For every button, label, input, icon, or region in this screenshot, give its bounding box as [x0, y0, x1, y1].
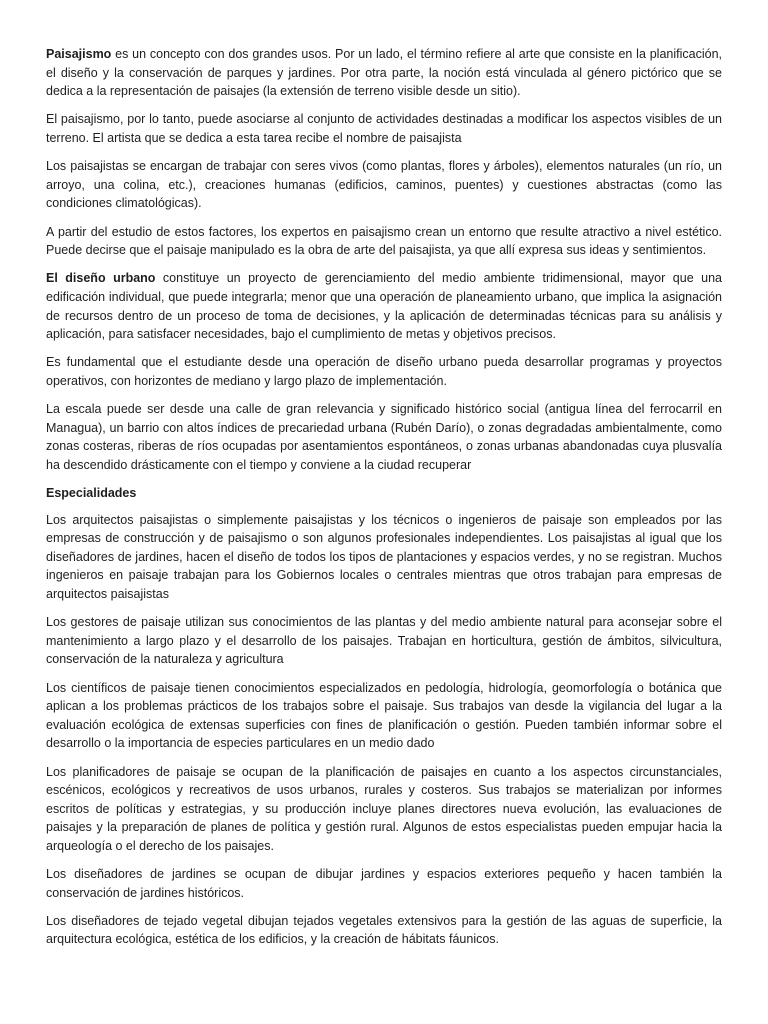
- paragraph-tejado-vegetal: Los diseñadores de tejado vegetal dibujan tejados vegetales extensivos para la gestión de las aguas de superficie, la arquitectura ecológica, estética de los edificios, y la creación de hábitats fáunicos.: [46, 913, 722, 947]
- term-paisajismo: Paisajismo: [46, 47, 112, 61]
- paragraph-paisajismo-actividades: El paisajismo, por lo tanto, puede asociarse al conjunto de actividades destinadas a modificar los aspectos visibles de un terreno. El artista que se dedica a esta tarea recibe el nombre de paisajista: [46, 112, 722, 145]
- paragraph-escala: La escala puede ser desde una calle de gran relevancia y significado histórico social (antigua línea del ferrocarril en Managua), un barrio con altos índices de precariedad urbana (Rubén Darío), o zonas degradadas ambientalmente, como zonas costeras, riberas de ríos ocupadas por asentamientos espontáneos, o zonas urbanas abandonadas cuya plusvalía ha descendido drásticamente con el tiempo y conviene a la ciudad recuperar: [46, 402, 722, 472]
- paragraph-estudiante: Es fundamental que el estudiante desde una operación de diseño urbano pueda desarrollar programas y proyectos operativos, con horizontes de mediano y largo plazo de implementación.: [46, 355, 722, 388]
- paragraph-gestores-paisaje: Los gestores de paisaje utilizan sus conocimientos de las plantas y del medio ambiente natural para aconsejar sobre el mantenimiento a largo plazo y el desarrollo de los paisajes. Trabajan en horticultura, gestión de ámbitos, silvicultura, conservación de la naturaleza y agricultura: [46, 615, 722, 667]
- paragraph-arquitectos-paisajistas: Los arquitectos paisajistas o simplemente paisajistas y los técnicos o ingenieros de paisaje son empleados por las empresas de construcción y de paisajismo o son algunos profesionales independientes. Los paisajistas al igual que los diseñadores de jardines, hacen el diseño de todos los tipos de plantaciones y espacios verdes, y no se registran. Muchos ingenieros en paisaje trabajan para los Gobiernos locales o centrales mientras que otros trabajan para empresas de arquitectos paisajistas: [46, 512, 722, 601]
- paragraph-paisajismo: [46, 45, 722, 101]
- paragraph-diseno-urbano: [46, 269, 722, 343]
- paragraph-text: es un concepto con dos grandes usos. Por un lado, el término refiere al arte que consiste en la planificación, el diseño y la conservación de parques y jardines. Por otra parte, la noción está vinculada al género pictórico que se dedica a la representación de paisajes (la extensión de terreno visible desde un sitio).: [46, 47, 722, 99]
- paragraph-cientificos-paisaje: Los científicos de paisaje tienen conocimientos especializados en pedología, hidrología, geomorfología o botánica que aplican a los problemas prácticos de los trabajos sobre el paisaje. Sus trabajos van desde la vigilancia del lugar a la evaluación ecológica de extensas superficies con fines de planificación o gestión. Pueden también informar sobre el desarrollo o la importancia de especies particulares en un medio dado: [46, 680, 722, 751]
- term-diseno-urbano: El diseño urbano: [46, 271, 156, 286]
- paragraph-paisajistas-trabajo: Los paisajistas se encargan de trabajar con seres vivos (como plantas, flores y árboles), elementos naturales (un río, un arroyo, una colina, etc.), creaciones humanas (edificios, caminos, puentes) y cuestiones abstractas (como las condiciones climatológicas).: [46, 159, 722, 211]
- paragraph-planificadores-paisaje: Los planificadores de paisaje se ocupan de la planificación de paisajes en cuanto a los aspectos circunstanciales, escénicos, ecológicos y recreativos de usos urbanos, rurales y costeros. Sus trabajos se materializan por informes escritos de políticas y estrategias, y su producción incluye planes directores nueva evolución, las evaluaciones de paisajes y la preparación de planes de política y gestión rural. Algunos de estos especialistas pueden empujar hacia la arqueología o el derecho de los paisajes.: [46, 764, 722, 853]
- paragraph-text: constituye un proyecto de gerenciamiento del medio ambiente tridimensional, mayor que una edificación individual, que puede integrarla; menor que una operación de planeamiento urbano, que implica la asignación de recursos dentro de un proceso de toma de decisiones, y la aplicación de determinadas técnicas para su análisis y aplicación, para satisfacer necesidades, bajo el cumplimiento de metas y objetivos precisos.: [46, 271, 722, 342]
- paragraph-entorno-estetico: A partir del estudio de estos factores, los expertos en paisajismo crean un entorno que resulte atractivo a nivel estético. Puede decirse que el paisaje manipulado es la obra de arte del paisajista, ya que allí expresa sus ideas y sentimientos.: [46, 224, 722, 258]
- paragraph-disenadores-jardines: Los diseñadores de jardines se ocupan de dibujar jardines y espacios exteriores pequeño y hacen también la conservación de jardines históricos.: [46, 867, 722, 900]
- section-heading-especialidades: Especialidades: [46, 486, 137, 501]
